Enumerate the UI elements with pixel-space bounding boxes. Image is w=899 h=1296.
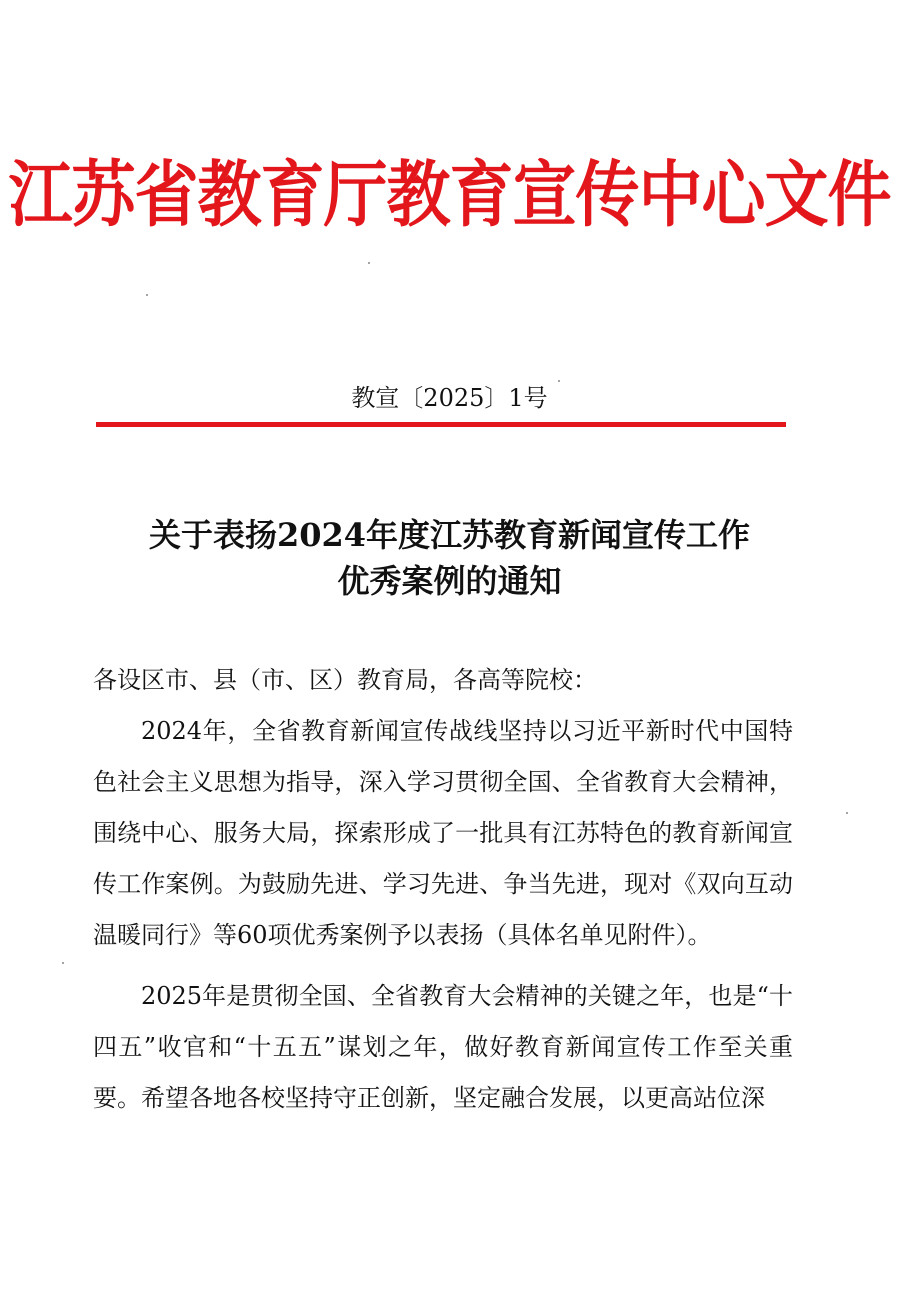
salutation: 各设区市、县（市、区）教育局，各高等院校： (93, 666, 597, 694)
scan-speck (558, 380, 560, 382)
notice-title-line-2: 优秀案例的通知 (337, 562, 562, 600)
notice-title-line-1: 关于表扬2024年度江苏教育新闻宣传工作 (148, 516, 751, 554)
scan-speck (846, 812, 848, 814)
notice-title (0, 512, 899, 604)
document-masthead: 江苏省教育厅教育宣传中心文件 (8, 154, 891, 238)
body-paragraph-2: 2025年是贯彻全国、全省教育大会精神的关键之年，也是“十四五”收官和“十五五”谋划之年，做好教育新闻宣传工作至关重要。希望各地各校坚持守正创新，坚定融合发展，以更高站位深 (93, 982, 793, 1112)
scan-speck (146, 294, 148, 296)
scan-speck (368, 262, 370, 264)
scan-speck (62, 962, 64, 964)
notice-body (93, 655, 793, 1124)
red-separator-rule (96, 422, 786, 427)
body-paragraph-1: 2024年，全省教育新闻宣传战线坚持以习近平新时代中国特色社会主义思想为指导，深入学习贯彻全国、全省教育大会精神，围绕中心、服务大局，探索形成了一批具有江苏特色的教育新闻宣传工作案例。为鼓励先进、学习先进、争当先进，现对《双向互动 温暖同行》等60项优秀案例予以表扬（具体名单见附件）。 (93, 717, 793, 949)
document-number: 教宣〔2025〕1号 (351, 384, 548, 412)
